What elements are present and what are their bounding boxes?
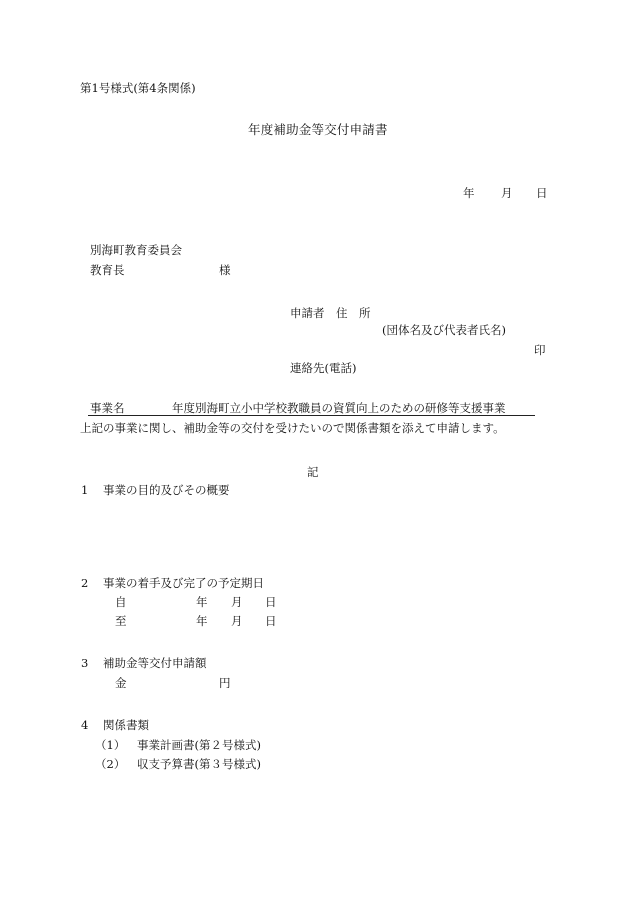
section-title: 事業の着手及び完了の予定期日 [103, 576, 264, 590]
contact-label: 連絡先(電話) [290, 361, 357, 375]
amount-unit: 円 [219, 676, 231, 690]
addressee-org: 別海町教育委員会 [90, 243, 182, 257]
seal-mark: 印 [534, 343, 546, 357]
section-title: 関係書類 [103, 718, 149, 732]
applicant-label: 申請者 [290, 306, 325, 320]
date-day-label: 日 [536, 186, 548, 200]
document-item-text: 事業計画書(第２号様式) [137, 738, 261, 752]
end-day-label: 日 [265, 614, 277, 628]
start-year-label: 年 [196, 595, 208, 609]
document-item-number: （1） [95, 738, 126, 752]
application-statement: 上記の事業に関し、補助金等の交付を受けたいので関係書類を添えて申請します。 [80, 421, 505, 435]
document-title: 年度補助金等交付申請書 [248, 122, 388, 137]
amount-label: 金 [115, 676, 127, 690]
section-number: 1 [81, 483, 89, 497]
project-underline [88, 415, 535, 416]
start-month-label: 月 [231, 595, 243, 609]
end-date-label: 至 [115, 614, 127, 628]
section-title: 補助金等交付申請額 [103, 656, 207, 670]
date-month-label: 月 [501, 186, 513, 200]
section-number: 2 [81, 576, 89, 590]
section-title: 事業の目的及びその概要 [103, 483, 230, 497]
document-item-number: （2） [95, 757, 126, 771]
document-item-text: 収支予算書(第３号様式) [137, 757, 261, 771]
note-heading: 記 [307, 465, 319, 479]
start-date-label: 自 [115, 595, 127, 609]
addressee-honorific: 様 [219, 263, 231, 277]
section-number: 4 [81, 718, 89, 732]
start-day-label: 日 [265, 595, 277, 609]
applicant-address-label: 住 所 [336, 306, 371, 320]
addressee-position: 教育長 [90, 263, 125, 277]
project-name: 年度別海町立小中学校教職員の資質向上のための研修等支援事業 [172, 401, 506, 415]
end-year-label: 年 [196, 614, 208, 628]
project-label: 事業名 [90, 401, 125, 415]
end-month-label: 月 [231, 614, 243, 628]
date-year-label: 年 [463, 186, 475, 200]
form-number: 第1号様式(第4条関係) [80, 81, 196, 95]
section-number: 3 [81, 656, 89, 670]
applicant-name-label: (団体名及び代表者氏名) [382, 323, 506, 337]
